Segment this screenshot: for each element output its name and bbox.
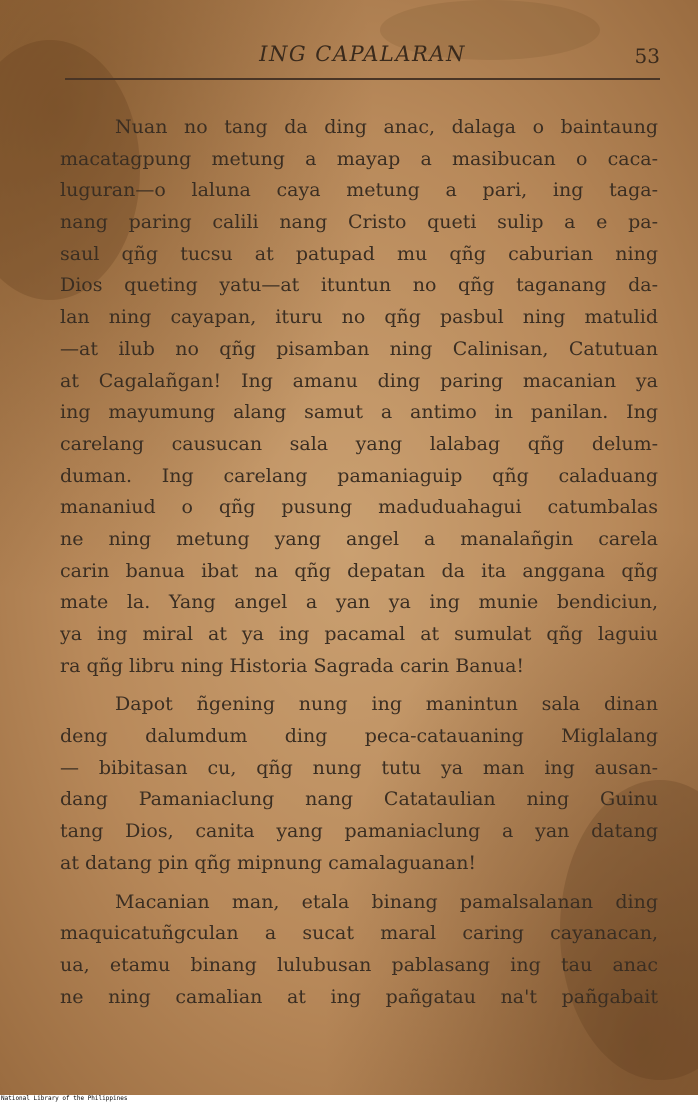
text-line: mananiud o qñg pusung maduduahagui catumbalas — [60, 496, 658, 519]
header-rule — [65, 78, 660, 80]
text-line: saul qñg tucsu at patupad mu qñg caburian ning — [60, 242, 658, 265]
paragraph — [60, 112, 658, 682]
text-line: nang paring calili nang Cristo queti sulip a e pa- — [60, 211, 658, 234]
text-line: ya ing miral at ya ing pacamal at sumulat qñg laguiu — [60, 623, 658, 645]
text-line: dang Pamaniaclung nang Catataulian ning Guinu — [60, 788, 658, 811]
text-line: Dios queting yatu—at ituntun no qñg taganang da- — [60, 274, 658, 297]
text-line: Nuan no tang da ding anac, dalaga o baintaung — [115, 116, 658, 138]
text-line: tang Dios, canita yang pamaniaclung a yan datang — [60, 820, 658, 843]
text-line: duman. Ing carelang pamaniaguip qñg caladuang — [60, 464, 658, 487]
body-text — [60, 112, 658, 1013]
text-line: —at ilub no qñg pisamban ning Calinisan, Catutuan — [60, 337, 658, 360]
text-line: carin banua ibat na qñg depatan da ita anggana qñg — [60, 559, 658, 582]
text-line: at datang pin qñg mipnung camalaguanan! — [60, 851, 477, 874]
text-line: macatagpung metung a mayap a masibucan o caca- — [60, 147, 658, 170]
text-line: carelang causucan sala yang lalabag qñg delum- — [60, 432, 658, 455]
running-header — [65, 40, 660, 76]
page-number: 53 — [634, 44, 660, 68]
paragraph — [60, 887, 658, 1014]
text-line: lan ning cayapan, ituru no qñg pasbul ning matulid — [60, 306, 658, 329]
text-line: luguran—o laluna caya metung a pari, ing taga- — [60, 179, 658, 202]
text-line: Dapot ñgening nung ing manintun sala dinan — [115, 693, 658, 716]
running-title: ING CAPALARAN — [259, 42, 466, 66]
text-line: deng dalumdum ding peca-catauaning Miglalang — [60, 725, 658, 748]
paragraph — [60, 689, 658, 879]
text-line: ne ning metung yang angel a manalañgin carela — [60, 527, 658, 550]
text-line: Macanian man, etala binang pamalsalanan ding — [115, 890, 658, 913]
library-credit: National Library of the Philippines — [1, 1095, 128, 1102]
text-line: ne ning camalian at ing pañgatau na't pañgabait — [60, 985, 658, 1008]
text-line: mate la. Yang angel a yan ya ing munie bendiciun, — [60, 591, 658, 614]
text-line: ua, etamu binang lulubusan pablasang ing tau anac — [60, 953, 658, 976]
text-line: ra qñg libru ning Historia Sagrada carin Banua! — [60, 654, 525, 677]
text-line: — bibitasan cu, qñg nung tutu ya man ing ausan- — [60, 756, 658, 779]
text-line: at Cagalañgan! Ing amanu ding paring macanian ya — [60, 369, 658, 392]
text-line: ing mayumung alang samut a antimo in panilan. Ing — [60, 401, 658, 424]
text-line: maquicatuñgculan a sucat maral caring cayanacan, — [60, 922, 658, 945]
